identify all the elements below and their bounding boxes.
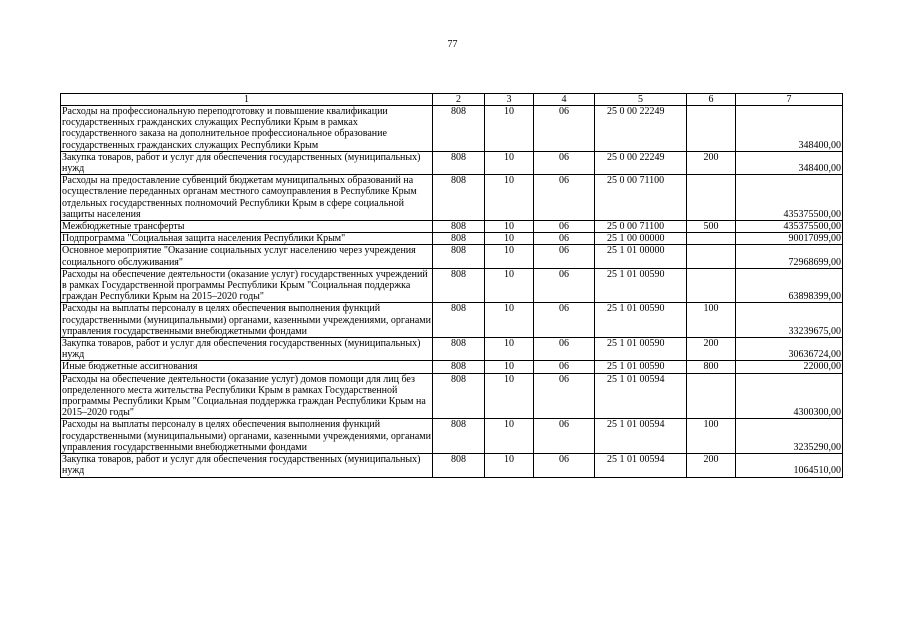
row-target-cell: 25 1 01 00590 xyxy=(595,338,687,361)
row-name-cell: Межбюджетные трансферты xyxy=(61,221,433,233)
row-subsection-cell: 06 xyxy=(534,419,595,454)
row-vid-cell xyxy=(687,245,736,268)
row-amount-cell: 30636724,00 xyxy=(736,338,843,361)
row-section-cell: 10 xyxy=(485,338,534,361)
row-name-cell: Расходы на профессиональную переподготовку и повышение квалификации государственных гражданских служащих Республики Крым в рамках государственного заказа на дополнительное профессиональное образование государственных гражданских служащих Республики Крым xyxy=(61,106,433,152)
row-ministry-cell: 808 xyxy=(433,151,485,174)
row-amount-cell: 22000,00 xyxy=(736,361,843,373)
row-section-cell: 10 xyxy=(485,106,534,152)
row-ministry-cell: 808 xyxy=(433,361,485,373)
row-vid-cell: 200 xyxy=(687,454,736,477)
row-target-cell: 25 1 01 00590 xyxy=(595,268,687,303)
row-amount-cell: 1064510,00 xyxy=(736,454,843,477)
row-name-cell: Расходы на выплаты персоналу в целях обеспечения выполнения функций государственными (муниципальными) органами, казенными учреждениями, органами управления государственными внебюджетными фондами xyxy=(62,419,431,453)
row-vid-cell: 200 xyxy=(687,338,736,361)
table-row xyxy=(61,338,843,361)
row-target-cell: 25 1 01 00000 xyxy=(595,245,687,268)
row-vid-cell: 500 xyxy=(687,221,736,233)
row-name-cell: Подпрограмма "Социальная защита населения Республики Крым" xyxy=(61,233,433,245)
row-ministry-cell: 808 xyxy=(433,268,485,303)
row-name-cell: Основное мероприятие "Оказание социальных услуг населению через учреждения социального обслуживания" xyxy=(61,245,433,268)
row-subsection-cell: 06 xyxy=(534,175,595,221)
row-amount-cell: 72968699,00 xyxy=(736,245,843,268)
row-subsection-cell: 06 xyxy=(534,373,595,419)
row-subsection-cell: 06 xyxy=(534,233,595,245)
row-ministry-cell: 808 xyxy=(433,175,485,221)
row-target-cell: 25 0 00 71100 xyxy=(595,175,687,221)
table-row xyxy=(61,233,843,245)
table-row xyxy=(61,151,843,174)
table-row xyxy=(61,361,843,373)
row-ministry-cell: 808 xyxy=(433,338,485,361)
row-section-cell: 10 xyxy=(485,454,534,477)
row-section-cell: 10 xyxy=(485,151,534,174)
row-name-cell: Иные бюджетные ассигнования xyxy=(61,361,433,373)
row-amount-cell: 348400,00 xyxy=(736,106,843,152)
row-subsection-cell: 06 xyxy=(534,454,595,477)
table-row xyxy=(61,454,843,477)
row-amount-cell: 33239675,00 xyxy=(736,303,843,338)
row-amount-cell: 63898399,00 xyxy=(736,268,843,303)
row-subsection-cell: 06 xyxy=(534,106,595,152)
table-row xyxy=(61,221,843,233)
row-vid-cell xyxy=(687,233,736,245)
column-header-vid: 6 xyxy=(687,94,736,106)
row-subsection-cell: 06 xyxy=(534,303,595,338)
row-target-cell: 25 1 01 00594 xyxy=(595,454,687,477)
row-amount-cell: 435375500,00 xyxy=(736,175,843,221)
row-amount-cell: 348400,00 xyxy=(736,151,843,174)
row-subsection-cell: 06 xyxy=(534,338,595,361)
row-amount-cell: 435375500,00 xyxy=(736,221,843,233)
row-name-cell: Расходы на выплаты персоналу в целях обеспечения выполнения функций государственными (муниципальными) органами, казенными учреждениями, органами управления государственными внебюджетными фондами xyxy=(62,303,431,337)
row-subsection-cell: 06 xyxy=(534,151,595,174)
row-subsection-cell: 06 xyxy=(534,268,595,303)
column-header-subsection: 4 xyxy=(534,94,595,106)
table-row xyxy=(61,245,843,268)
column-header-section: 3 xyxy=(485,94,534,106)
row-ministry-cell: 808 xyxy=(433,454,485,477)
row-amount-cell: 90017099,00 xyxy=(736,233,843,245)
budget-table xyxy=(60,93,843,478)
row-ministry-cell: 808 xyxy=(433,106,485,152)
column-header-amount: 7 xyxy=(736,94,843,106)
page-number: 77 xyxy=(447,39,458,50)
row-vid-cell xyxy=(687,373,736,419)
row-vid-cell: 100 xyxy=(687,419,736,454)
column-header-target: 5 xyxy=(595,94,687,106)
table-row xyxy=(61,303,843,338)
row-vid-cell xyxy=(687,175,736,221)
row-ministry-cell: 808 xyxy=(433,221,485,233)
row-section-cell: 10 xyxy=(485,361,534,373)
table-row xyxy=(61,268,843,303)
table-row xyxy=(61,106,843,152)
table-row xyxy=(61,373,843,419)
row-section-cell: 10 xyxy=(485,221,534,233)
row-section-cell: 10 xyxy=(485,268,534,303)
row-ministry-cell: 808 xyxy=(433,303,485,338)
row-amount-cell: 4300300,00 xyxy=(736,373,843,419)
row-vid-cell: 800 xyxy=(687,361,736,373)
row-name-cell: Закупка товаров, работ и услуг для обеспечения государственных (муниципальных) нужд xyxy=(61,454,433,477)
row-target-cell: 25 0 00 22249 xyxy=(595,151,687,174)
row-name-cell: Расходы на предоставление субвенций бюджетам муниципальных образований на осуществление переданных органам местного самоуправления в Республике Крым отдельных государственных полномочий Республики Крым в сфере социальной защиты населения xyxy=(61,175,433,221)
row-section-cell: 10 xyxy=(485,303,534,338)
row-target-cell: 25 0 00 22249 xyxy=(595,106,687,152)
row-vid-cell xyxy=(687,106,736,152)
row-target-cell: 25 1 01 00590 xyxy=(595,361,687,373)
row-target-cell: 25 1 01 00590 xyxy=(595,303,687,338)
row-name-cell: Расходы на обеспечение деятельности (оказание услуг) государственных учреждений в рамках Государственной программы Республики Крым "Социальная поддержка граждан Республики Крым на 2015–2020 годы" xyxy=(61,268,433,303)
row-ministry-cell: 808 xyxy=(433,419,485,454)
row-subsection-cell: 06 xyxy=(534,245,595,268)
row-subsection-cell: 06 xyxy=(534,221,595,233)
row-name-cell: Расходы на обеспечение деятельности (оказание услуг) домов помощи для лиц без определенного места жительства Республики Крым в рамках Государственной программы Республики Крым "Социальная поддержка граждан Республики Крым на 2015–2020 годы" xyxy=(61,373,433,419)
row-section-cell: 10 xyxy=(485,245,534,268)
table-row xyxy=(61,175,843,221)
row-subsection-cell: 06 xyxy=(534,361,595,373)
row-section-cell: 10 xyxy=(485,175,534,221)
row-section-cell: 10 xyxy=(485,419,534,454)
row-ministry-cell: 808 xyxy=(433,245,485,268)
table-header-row xyxy=(61,94,843,106)
row-vid-cell: 200 xyxy=(687,151,736,174)
row-ministry-cell: 808 xyxy=(433,233,485,245)
table-row xyxy=(61,419,843,454)
row-target-cell: 25 0 00 71100 xyxy=(595,221,687,233)
row-vid-cell xyxy=(687,268,736,303)
column-header-name: 1 xyxy=(61,94,433,106)
row-name-cell: Закупка товаров, работ и услуг для обеспечения государственных (муниципальных) нужд xyxy=(61,338,433,361)
column-header-ministry: 2 xyxy=(433,94,485,106)
row-name-cell: Закупка товаров, работ и услуг для обеспечения государственных (муниципальных) нужд xyxy=(61,151,433,174)
row-target-cell: 25 1 01 00594 xyxy=(595,373,687,419)
row-section-cell: 10 xyxy=(485,233,534,245)
row-amount-cell: 3235290,00 xyxy=(736,419,843,454)
row-target-cell: 25 1 00 00000 xyxy=(595,233,687,245)
row-target-cell: 25 1 01 00594 xyxy=(595,419,687,454)
row-section-cell: 10 xyxy=(485,373,534,419)
row-ministry-cell: 808 xyxy=(433,373,485,419)
row-vid-cell: 100 xyxy=(687,303,736,338)
